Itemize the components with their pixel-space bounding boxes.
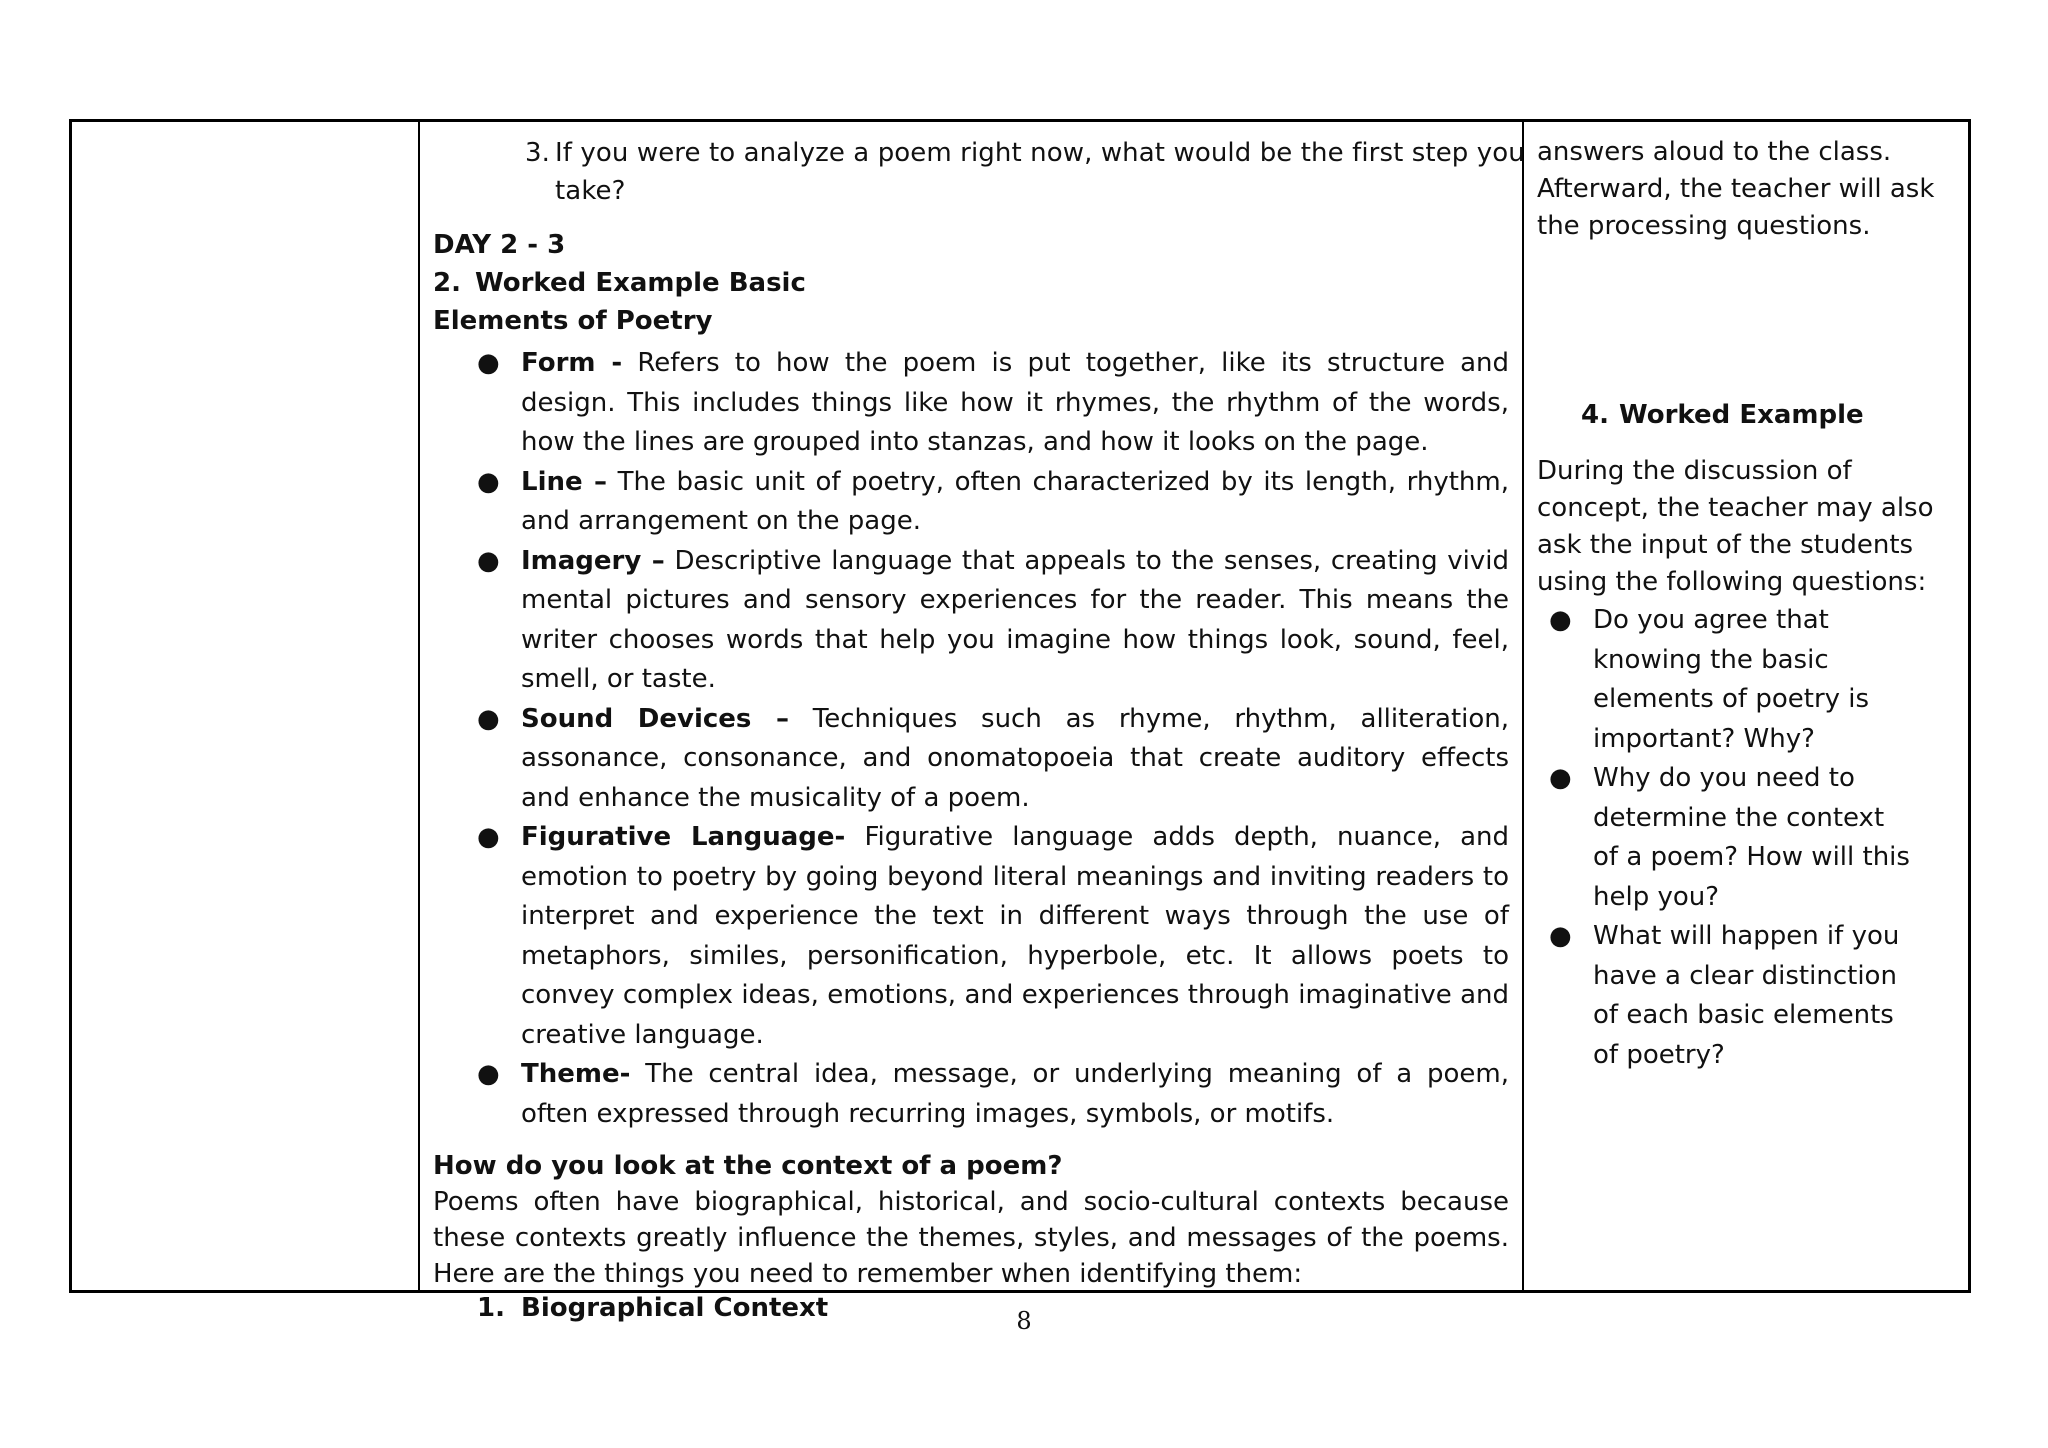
element-imagery <box>433 542 1509 700</box>
worked-example-basic-number: 2. <box>433 268 461 298</box>
bullet-icon: ● <box>477 545 500 576</box>
biographical-context-number: 1. <box>477 1293 505 1323</box>
element-term: Line – <box>521 466 607 497</box>
processing-question-text: Do you agree that knowing the basic elements of poetry is important? Why? <box>1593 605 1870 754</box>
discussion-text: During the discussion of concept, the teacher may also ask the input of the students using the following questions: <box>1537 456 1934 597</box>
bullet-icon: ● <box>477 348 500 378</box>
right-intro: answers aloud to the class. Afterward, the teacher will ask the processing questions. <box>1537 137 1935 241</box>
question-3-text: If you were to analyze a poem right now, what would be the first step you take? <box>555 138 1525 206</box>
page-number: 8 <box>1016 1307 1032 1335</box>
element-term: Theme- <box>521 1059 631 1089</box>
middle-column <box>420 122 1525 1323</box>
bullet-icon: ● <box>477 822 500 852</box>
elements-list <box>433 344 1509 1134</box>
element-definition: Techniques such as rhyme, rhythm, alliteration, assonance, consonance, and onomatopoeia that create auditory effects and enhance the musicality of a poem. <box>521 703 1510 813</box>
worked-example-number: 4. <box>1581 400 1609 430</box>
worked-example-label: Worked Example <box>1619 400 1864 430</box>
right-column <box>1524 122 1968 1290</box>
element-line <box>433 463 1509 542</box>
processing-questions-list <box>1537 601 1968 1075</box>
bullet-icon: ● <box>477 703 500 734</box>
bullet-icon: ● <box>1549 763 1572 793</box>
elements-of-poetry-title: Elements of Poetry <box>433 306 713 336</box>
worked-example-basic-label: Worked Example Basic <box>475 268 806 298</box>
element-definition: The central idea, message, or underlying meaning of a poem, often expressed through recurring images, symbols, or motifs. <box>521 1059 1510 1129</box>
left-column <box>72 122 420 1290</box>
element-term: Figurative Language- <box>521 822 846 852</box>
biographical-context-label: Biographical Context <box>521 1293 829 1323</box>
element-term: Sound Devices – <box>521 703 789 734</box>
element-definition: Descriptive language that appeals to the senses, creating vivid mental pictures and sensory experiences for the reader. This means the writer chooses words that help you imagine how things look, sound, feel, smell, or taste. <box>521 545 1509 694</box>
element-definition: Figurative language adds depth, nuance, and emotion to poetry by going beyond literal meanings and inviting readers to interpret and experience the text in different ways through the use of metaphors, similes, personification, hyperbole, etc. It allows poets to convey complex ideas, emotions, and experiences through imaginative and creative language. <box>521 822 1509 1050</box>
bullet-icon: ● <box>1549 921 1572 951</box>
question-3-number: 3. <box>525 138 551 168</box>
element-definition: The basic unit of poetry, often characterized by its length, rhythm, and arrangement on the page. <box>521 466 1509 536</box>
element-definition: Refers to how the poem is put together, like its structure and design. This includes things like how it rhymes, the rhythm of the words, how the lines are grouped into stanzas, and how it looks on the page. <box>521 348 1510 457</box>
worked-example-heading <box>1581 397 1968 433</box>
processing-question <box>1537 601 1913 759</box>
processing-question <box>1537 759 1913 917</box>
context-heading: How do you look at the context of a poem? <box>433 1151 1063 1181</box>
bullet-icon: ● <box>1549 605 1572 635</box>
element-term: Form - <box>521 348 623 378</box>
day-label: DAY 2 - 3 <box>433 230 566 260</box>
processing-question <box>1537 917 1913 1075</box>
element-term: Imagery – <box>521 545 665 576</box>
context-body: Poems often have biographical, historical, and socio-cultural contexts because these contexts greatly influence the themes, styles, and messages of the poems. Here are the things you need to remember when identifying them: <box>433 1187 1509 1289</box>
processing-question-text: What will happen if you have a clear distinction of each basic elements of poetry? <box>1593 921 1900 1070</box>
worked-example-basic-heading <box>433 264 1509 302</box>
element-form <box>433 344 1509 463</box>
element-figurative-language <box>433 818 1509 1055</box>
processing-question-text: Why do you need to determine the context of a poem? How will this help you? <box>1593 763 1910 912</box>
element-theme <box>433 1055 1509 1134</box>
bullet-icon: ● <box>477 466 500 497</box>
element-sound-devices <box>433 700 1509 819</box>
bullet-icon: ● <box>477 1059 500 1089</box>
lesson-plan-table <box>69 119 1971 1323</box>
question-3 <box>433 134 1555 210</box>
